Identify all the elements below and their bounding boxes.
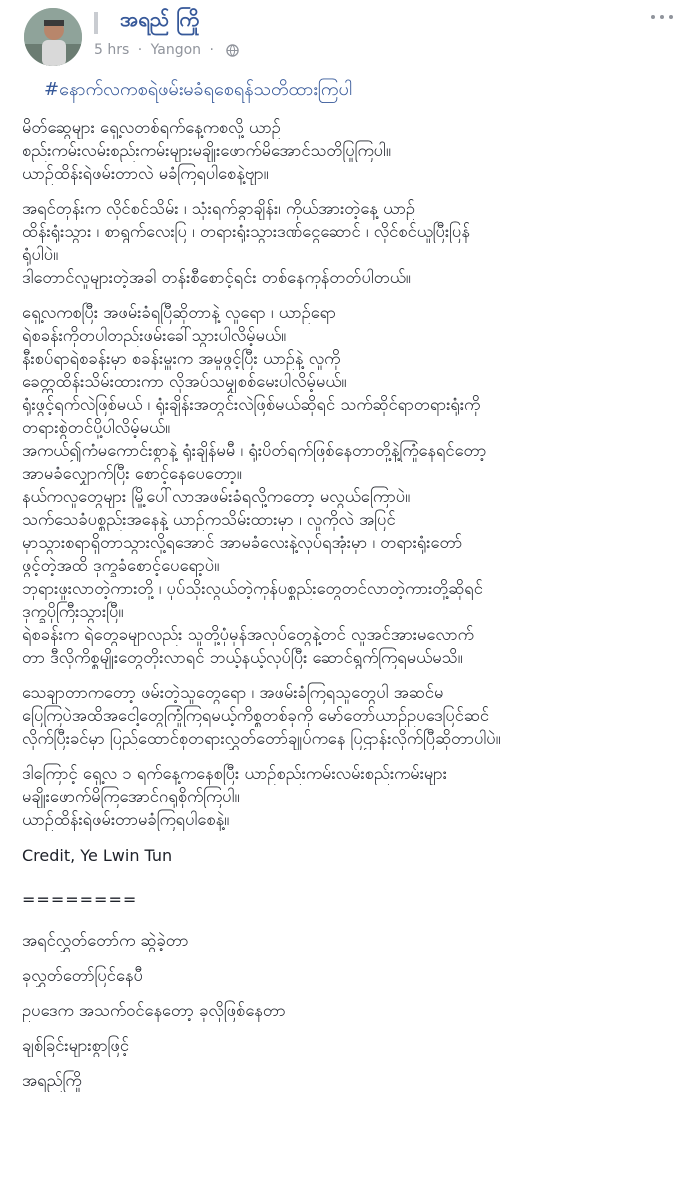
paragraph <box>22 301 672 669</box>
post-time[interactable]: 5 hrs <box>94 42 130 58</box>
poem-line: ခုလွှတ်တော်ပြင်နေပီ <box>22 966 143 985</box>
paragraph-line: ဒါတောင်လူများတဲ့အခါ တန်းစီစောင့်ရင်း တစ်နေကုန်တတ်ပါတယ်။ <box>22 268 411 287</box>
paragraph-line: ခေတ္တထိန်းသိမ်းထားကာ လိုအပ်သမျှစစ်မေးပါလိမ့်မယ်။ <box>22 372 347 391</box>
hashtag-link[interactable]: #နောက်လကစရဲဖမ်းမခံရစေရန်သတိထားကြပါ <box>44 79 352 100</box>
paragraph-line: တရားစွဲတင်ပို့ပါလိမ့်မယ်။ <box>22 418 171 437</box>
paragraph <box>22 197 672 289</box>
author-bar <box>94 12 98 34</box>
paragraph-line: စည်းကမ်းလမ်းစည်းကမ်းများမချိုးဖောက်မိအောင်သတိပြုကြပါ။ <box>22 141 391 160</box>
paragraph-line: ရဲစခန်းက ရဲတွေခမျာလည်း သူတို့ပုံမှန်အလုပ်တွေနဲ့တင် လူအင်အားမလောက် <box>22 625 474 644</box>
author-name[interactable]: အရည် ကြို <box>120 7 200 31</box>
credit-text: Credit, Ye Lwin Tun <box>22 846 173 865</box>
paragraph-line: တာ ဒီလိုကိစ္စမျိုးတွေတိုးလာရင် ဘယ့်နယ့်လုပ်ပြီး ဆောင်ရွက်ကြရမယ်မသိ။ <box>22 648 463 667</box>
paragraph-line: ထိန်းရုံးသွား ၊ စာရွက်လေးပြ ၊ တရားရုံးသွားဒဏ်ငွေဆောင် ၊ လိုင်စင်ယူပြီးပြန် <box>22 222 470 241</box>
paragraph-line: ဘုရားဖူးလာတဲ့ကားတို့ ၊ ပုပ်သိုးလွယ်တဲ့ကုန်ပစ္စည်းတွေတင်လာတဲ့ကားတို့ဆိုရင် <box>22 579 483 598</box>
paragraph-line: ဖွင့်တဲ့အထိ ဒုက္ခခံစောင့်ပေရော့ပဲ။ <box>22 556 220 575</box>
meta-separator: · <box>137 42 143 58</box>
poem <box>22 929 672 1092</box>
paragraph <box>22 762 672 831</box>
post-content <box>22 78 672 1104</box>
post-body <box>22 116 672 831</box>
more-options-icon[interactable] <box>649 10 675 24</box>
poem-line: ချစ်ခြင်းများစွာဖြင့် <box>22 1036 129 1055</box>
paragraph-line: သက်သေခံပစ္စည်းအနေနဲ့ ယာဉ်ကသိမ်းထားမှာ ၊ လူကိုလဲ အပြင် <box>22 510 396 529</box>
paragraph <box>22 116 672 185</box>
meta-separator-2: · <box>209 42 214 58</box>
paragraph-line: အရင်တုန်းက လိုင်စင်သိမ်း ၊ သုံးရက်ခွာချိန်း၊ ကိုယ်အားတဲ့နေ့ ယာဉ် <box>22 199 416 218</box>
paragraph-line: နယ်ကလူတွေများ မြို့ပေါ်လာအဖမ်းခံရလို့ကတော့ မလွယ်ကြောပဲ။ <box>22 487 411 506</box>
poem-line: အရည်ကြို <box>22 1071 82 1090</box>
paragraph-line: အာမခံလျှောက်ပြီး စောင့်နေပေတော့။ <box>22 464 242 483</box>
paragraph-line: ဒုက္ခပိုကြီးသွားပြီ။ <box>22 602 124 621</box>
paragraph-line: ယာဉ်ထိန်းရဲဖမ်းတာလဲ မခံကြရပါစေနဲ့ဗျာ။ <box>22 164 269 183</box>
paragraph <box>22 681 672 750</box>
paragraph-line: ပြေကြပဲအထိအငေါ့တွေကြုံကြရမယ့်ကိစ္စတစ်ခုကို မော်တော်ယာဉ်ဥပဒေပြင်ဆင် <box>22 706 490 725</box>
avatar[interactable] <box>24 8 82 66</box>
paragraph-line: နီးစပ်ရာရဲစခန်းမှာ စခန်းမှူးက အမှုဖွင့်ပြီး ယာဉ်နဲ့ လူကို <box>22 349 341 368</box>
post-location[interactable]: Yangon <box>150 42 202 58</box>
poem-line: ဥပဒေက အသက်ဝင်နေတော့ ခုလိုဖြစ်နေတာ <box>22 1001 286 1020</box>
paragraph-line: မိတ်ဆွေများ ရှေ့လတစ်ရက်နေ့ကစလို့ ယာဉ် <box>22 118 281 137</box>
paragraph-line: ရုံးဖွင့်ရက်လဲဖြစ်မယ် ၊ ရုံးချိန်းအတွင်းလဲဖြစ်မယ်ဆိုရင် သက်ဆိုင်ရာတရားရုံးကို <box>22 395 481 414</box>
paragraph-line: လိုက်ပြီးခင်မှာ ပြည်ထောင်စုတရားလွှတ်တော်ချုပ်ကနေ ပြဌာန်းလိုက်ပြီဆိုတာပါပဲ။ <box>22 729 501 748</box>
paragraph-line: ရဲစခန်းကိုတပါတည်းဖမ်းခေါ်သွားပါလိမ့်မယ်။ <box>22 326 287 345</box>
post-header <box>0 0 689 70</box>
paragraph-line: ရုံပါပဲ။ <box>22 245 59 264</box>
post-meta <box>94 42 239 58</box>
avatar-photo <box>24 8 82 66</box>
paragraph-line: အကယ်၍ကံမကောင်းစွာနဲ့ ရုံးချိန်မမီ ၊ ရုံးပိတ်ရက်ဖြစ်နေတာတို့နဲ့ကြုံနေရင်တော့ <box>22 441 487 460</box>
paragraph-line: ယာဉ်ထိန်းရဲဖမ်းတာမခံကြရပါစေနဲ့။ <box>22 810 230 829</box>
divider-text: ======== <box>22 890 138 909</box>
poem-line: အရင်လွှတ်တော်က ဆွဲခဲ့တာ <box>22 931 189 950</box>
paragraph-line: ဒါကြောင့် ရှေ့လ ၁ ရက်နေ့ကနေစပြီး ယာဉ်စည်းကမ်းလမ်းစည်းကမ်းများ <box>22 764 447 783</box>
paragraph-line: မချိုးဖောက်မိကြအောင်ဂရုစိုက်ကြပါ။ <box>22 787 240 806</box>
paragraph-line: သေချာတာကတော့ ဖမ်းတဲ့သူတွေရော ၊ အဖမ်းခံကြရသူတွေပါ အဆင်မ <box>22 683 444 702</box>
paragraph-line: မှာသွားစရာရှိတာသွားလို့ရအောင် အာမခံလေးနဲ့လုပ်ရအုံးမှာ ၊ တရားရုံးတော် <box>22 533 463 552</box>
globe-icon[interactable] <box>226 44 239 57</box>
paragraph-line: ရှေ့လကစပြီး အဖမ်းခံရပြီဆိုတာနဲ့ လူရော ၊ ယာဉ်ရော <box>22 303 336 322</box>
